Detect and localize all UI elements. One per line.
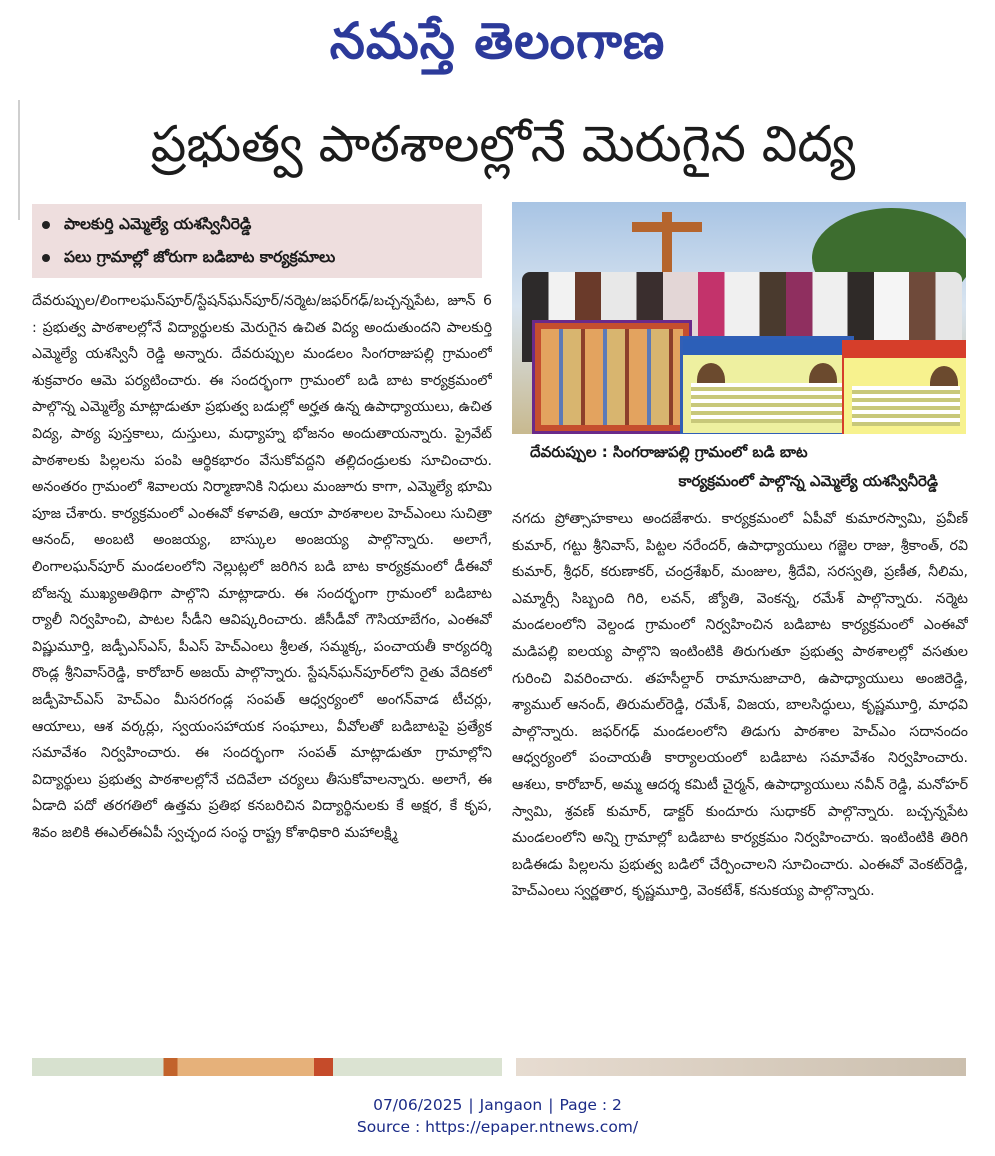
- article-body-left-column: దేవరుప్పుల/లింగాలఘన్‌పూర్/స్టేషన్‌ఘన్‌పూర్/నర్మెట/జఫర్‌గఢ్/బచ్చన్నపేట, జూన్ 6 : ప్రభుత్వ పాఠశాలల్లోనే విద్యార్థులకు మెరుగైన ఉచిత విద్య అందుతుందని పాలకుర్తి ఎమ్మెల్యే యశస్వినీ రెడ్డి అన్నారు. దేవరుప్పుల మండలం సింగరాజుపల్లి గ్రామంలో శుక్రవారం ఆమె పర్యటించారు. ఈ సందర్భంగా గ్రామంలో బడి బాట కార్యక్రమంలో పాల్గొన్న ఎమ్మెల్యే మాట్లాడుతూ ప్రభుత్వ బడుల్లో అర్హత ఉన్న ఉపాధ్యాయులు, ఉచిత విద్య, పాఠ్య పుస్తకాలు, దుస్తులు, మధ్యాహ్న భోజనం అందుతాయన్నారు. ప్రైవేట్ పాఠశాలకు పిల్లలను పంపి ఆర్థికభారం వేసుకోవద్దని తల్లిదండ్రులకు సూచించారు. అనంతరం గ్రామంలో శివాలయ నిర్మాణానికి నిధులు మంజూరు కాగా, ఎమ్మెల్యే భూమి పూజ చేశారు. కార్యక్రమంలో ఎంఈవో కళావతి, ఆయా పాఠశాలల హెచ్‌ఎంలు సుచిత్రా ఆనంద్, అంబటి అంజయ్య, బాస్కుల అంజయ్య పాల్గొన్నారు. అలాగే, లింగాలఘన్‌పూర్ మండలంలోని నెల్లుట్లలో జరిగిన బడి బాట కార్యక్రమంలో డీఈవో బోజన్న ముఖ్యఅతిథిగా పాల్గొని మాట్లాడారు. ఈ సందర్భంగా గ్రామంలో బడిబాట ర్యాలీ నిర్వహించి, పాటల సీడీని ఆవిష్కరించారు. జీసీడీవో గౌసియాబేగం, ఎంఈవో విష్ణుమూర్తి, జడ్పీఎస్‌ఎస్, పీఎస్ హెచ్‌ఎంలు శ్రీలత, సమ్మక్క, పంచాయతీ కార్యదర్శి రొండ్ల శ్రీనివాస్‌రెడ్డి, కారోబార్ అజయ్ పాల్గొన్నారు. స్టేషన్‌ఘన్‌పూర్‌లోని రైతు వేదికలో జడ్పీహెచ్ఎస్ హెచ్‌ఎం మీసరగండ్ల సంపత్ ఆధ్వర్యంలో అంగన్‌వాడ టీచర్లు, ఆయాలు, ఆశ వర్కర్లు, స్వయంసహాయక సంఘాలు, వీవోలతో బడిబాటపై ప్రత్యేక సమావేశం నిర్వహించారు. ఈ సందర్భంగా సంపత్ మాట్లాడుతూ గ్రామాల్లోని విద్యార్థులు ప్రభుత్వ పాఠశాలల్లోనే చదివేలా చర్యలు తీసుకోవాలన్నారు. అలాగే, ఈ ఏడాది పదో తరగతిలో ఉత్తమ ప్రతిభ కనబరిచిన విద్యార్థినులకు కే అక్షర, కే కృప, శివం జలికి ఈఎల్ఈఏపీ స్వచ్ఛంద సంస్థ రాష్ట్ర కోశాధికారి మహాలక్ష్మి: [32, 293, 492, 841]
- edition-date: 07/06/2025: [373, 1096, 463, 1114]
- bullet-icon: [42, 254, 50, 262]
- highlight-text: పలు గ్రామాల్లో జోరుగా బడిబాట కార్యక్రమాలు: [64, 248, 336, 266]
- footer: [0, 1094, 995, 1138]
- banner: [842, 340, 966, 434]
- article-body-right-column: నగదు ప్రోత్సాహకాలు అందజేశారు. కార్యక్రమంలో ఏపీవో కుమారస్వామి, ప్రవీణ్ కుమార్, గట్టు శ్రీనివాస్, పిట్టల నరేందర్, ఉపాధ్యాయులు గజ్జెల రాజు, శ్రీకాంత్, రవి కుమార్, శ్రీధర్, కరుణాకర్, చంద్రశేఖర్, మంజుల, శ్రీదేవి, సరస్వతి, ప్రణీత, నీలిమ, ఎమ్మార్సీ సిబ్బంది గిరి, లవన్, జ్యోతి, వెంకన్న, రమేశ్ పాల్గొన్నారు. నర్మెట మండలంలోని వెల్దండ గ్రామంలో నిర్వహించిన బడిబాట కార్యక్రమంలో ఎంఈవో మడిపల్లి ఐలయ్య పాల్గొని ఇంటింటికి తిరుగుతూ ప్రభుత్వ పాఠశాలల్లో వసతుల గురించి వివరించారు. తహసీల్దార్ రామానుజాచారి, ఉపాధ్యాయులు అంజిరెడ్డి, శ్యాముల్ ఆనంద్, తిరుమల్‌రెడ్డి, రమేశ్, విజయ, బాలసిద్ధులు, కృష్ణమూర్తి, మాధవి పాల్గొన్నారు. జఫర్‌గఢ్ మండలంలోని తిడుగు పాఠశాల హెచ్‌ఎం సదానందం ఆధ్వర్యంలో పంచాయతీ కార్యాలయంలో బడిబాట సమావేశం నిర్వహించారు. ఆశలు, కారోబార్, అమ్మ ఆదర్శ కమిటీ చైర్మన్, ఉపాధ్యాయులు నవీన్ రెడ్డి, మనోహర్ స్వామి, శ్రవణ్ కుమార్, డాక్టర్ కుందూరు సుధాకర్ పాల్గొన్నారు. బచ్చన్నపేట మండలంలోని అన్ని గ్రామాల్లో బడిబాట కార్యక్రమం నిర్వహించారు. ఇంటింటికి తిరిగి బడిఈడు పిల్లలను ప్రభుత్వ బడిలో చేర్పించాలని సూచించారు. ఎంఈవో వెంకట్‌రెడ్డి, హెచ్‌ఎంలు స్వర్ణతార, కృష్ణమూర్తి, వెంకటేశ్, కనుకయ్య పాల్గొన్నారు.: [512, 511, 968, 900]
- highlight-item: [42, 208, 472, 241]
- crane-shape: [632, 222, 702, 232]
- newspaper-logo: నమస్తే తెలంగాణ: [329, 12, 666, 70]
- separator: |: [548, 1096, 554, 1114]
- banner: [532, 320, 692, 434]
- adjacent-photo: [516, 1058, 966, 1076]
- separator: |: [468, 1096, 474, 1114]
- divider: [18, 100, 20, 220]
- page-number: Page : 2: [559, 1096, 622, 1114]
- news-photo: [512, 202, 966, 434]
- masthead: [0, 2, 995, 80]
- highlight-text: పాలకుర్తి ఎమ్మెల్యే యశస్వినీరెడ్డి: [64, 215, 252, 233]
- highlight-item: [42, 241, 472, 274]
- photo-caption: [512, 438, 968, 498]
- caption-line: కార్యక్రమంలో పాల్గొన్న ఎమ్మెల్యే యశస్వినీరెడ్డి: [678, 472, 938, 490]
- footer-meta: [0, 1094, 995, 1116]
- edition-name: Jangaon: [479, 1096, 543, 1114]
- bullet-icon: [42, 221, 50, 229]
- article-clipping: [18, 100, 976, 1076]
- adjacent-photo: [32, 1058, 502, 1076]
- highlights-box: [32, 204, 482, 278]
- banner: [680, 336, 854, 434]
- source-link[interactable]: Source : https://epaper.ntnews.com/: [356, 1118, 639, 1136]
- caption-line: దేవరుప్పుల : సింగరాజుపల్లి గ్రామంలో బడి బాట: [530, 443, 808, 461]
- article-headline: ప్రభుత్వ పాఠశాలల్లోనే మెరుగైన విద్య: [150, 115, 856, 173]
